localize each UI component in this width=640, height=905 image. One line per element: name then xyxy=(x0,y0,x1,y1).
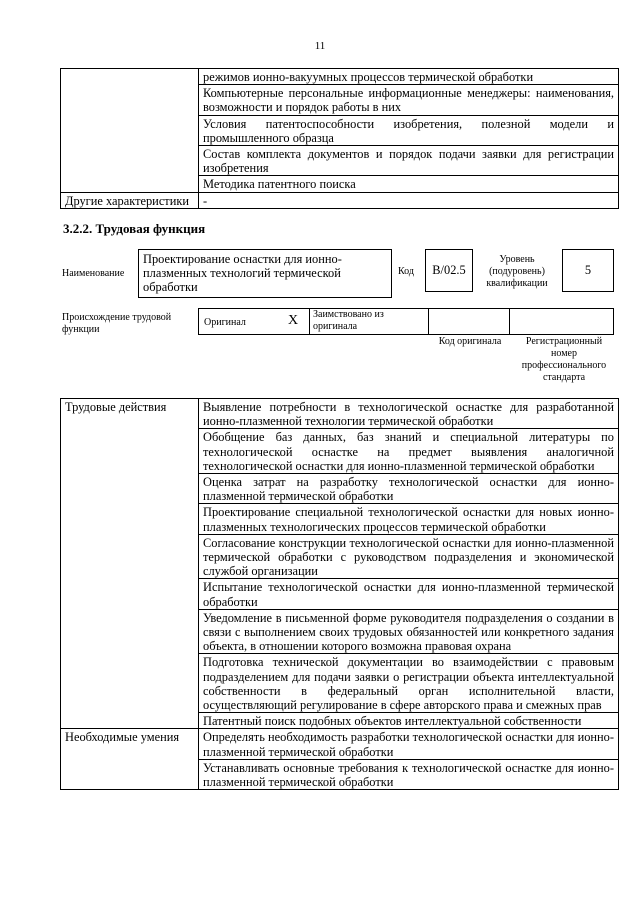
table-cell: Условия патентоспособности изобретения, полезной модели и промышленного образца xyxy=(199,115,619,145)
table-row xyxy=(61,69,619,85)
table-cell: Подготовка технической документации во взаимодействии с правовым подразделением для подачи заявки о регистрации объекта интеллектуальной собственности в федеральный орган исполнительной власти, осуществляющий регулирование в сфере авторского права и смежных прав xyxy=(199,654,619,713)
row-label: Необходимые умения xyxy=(61,729,199,790)
table-cell: Уведомление в письменной форме руководителя подразделения о создании в связи с выполнением своих трудовых обязанностей или конкретного задания объекта, в отношении которого возможна правовая охрана xyxy=(199,609,619,654)
divider xyxy=(309,308,310,335)
table-cell: Проектирование специальной технологической оснастки для новых ионно-плазменных технологических процессов термической обработки xyxy=(199,504,619,534)
row-label: Трудовые действия xyxy=(61,399,199,729)
table-row xyxy=(61,729,619,759)
row-label xyxy=(61,69,199,193)
origin-label: Происхождение трудовой функции xyxy=(62,312,172,335)
level-value: 5 xyxy=(562,249,614,292)
row-label: Другие характеристики xyxy=(61,192,199,208)
table-row xyxy=(61,192,619,208)
table-cell: Устанавливать основные требования к технологической оснастке для ионно-плазменной термической обработки xyxy=(199,759,619,789)
divider xyxy=(509,308,510,335)
code-original-caption: Код оригинала xyxy=(438,336,502,347)
labor-actions-table xyxy=(60,398,619,790)
table-cell: Состав комплекта документов и порядок подачи заявки для регистрации изобретения xyxy=(199,146,619,176)
table-cell: Испытание технологической оснастки для ионно-плазменной термической обработки xyxy=(199,579,619,609)
table-row xyxy=(61,399,619,429)
table-cell: Методика патентного поиска xyxy=(199,176,619,192)
divider xyxy=(428,308,429,335)
function-name: Проектирование оснастки для ионно-плазменных технологий термической обработки xyxy=(138,249,392,298)
reg-number-caption: Регистрационный номер профессионального стандарта xyxy=(521,336,607,383)
original-label: Оригинал xyxy=(204,317,246,328)
level-label: Уровень (подуровень) квалификации xyxy=(486,254,548,289)
table-cell: Обобщение баз данных, баз знаний и специальной литературы по технологической оснастке на предмет выявления аналогичной технологической оснастки для ионно-плазменной термической обработки xyxy=(199,429,619,474)
table-cell: Оценка затрат на разработку технологической оснастки для ионно-плазменной термической обработки xyxy=(199,474,619,504)
table-cell: Выявление потребности в технологической оснастке для разработанной ионно-плазменной технологии термической обработки xyxy=(199,399,619,429)
table-cell: Согласование конструкции технологической оснастки для ионно-плазменной термической обработки с руководством подразделения и экономической службой организации xyxy=(199,534,619,579)
table-cell: Патентный поиск подобных объектов интеллектуальной собственности xyxy=(199,713,619,729)
original-mark: X xyxy=(288,313,299,328)
section-heading: 3.2.2. Трудовая функция xyxy=(63,221,206,236)
borrowed-label: Заимствовано из оригинала xyxy=(313,309,384,332)
name-label: Наименование xyxy=(62,268,125,279)
table-cell: Компьютерные персональные информационные менеджеры: наименования, возможности и порядок работы в них xyxy=(199,85,619,115)
table-cell: - xyxy=(199,192,619,208)
code-label: Код xyxy=(398,266,414,277)
function-code: B/02.5 xyxy=(425,249,473,292)
page-number: 11 xyxy=(314,40,326,52)
table-cell: Определять необходимость разработки технологической оснастки для ионно-плазменной термической обработки xyxy=(199,729,619,759)
table-cell: режимов ионно-вакуумных процессов термической обработки xyxy=(199,69,619,85)
knowledge-table xyxy=(60,68,619,209)
